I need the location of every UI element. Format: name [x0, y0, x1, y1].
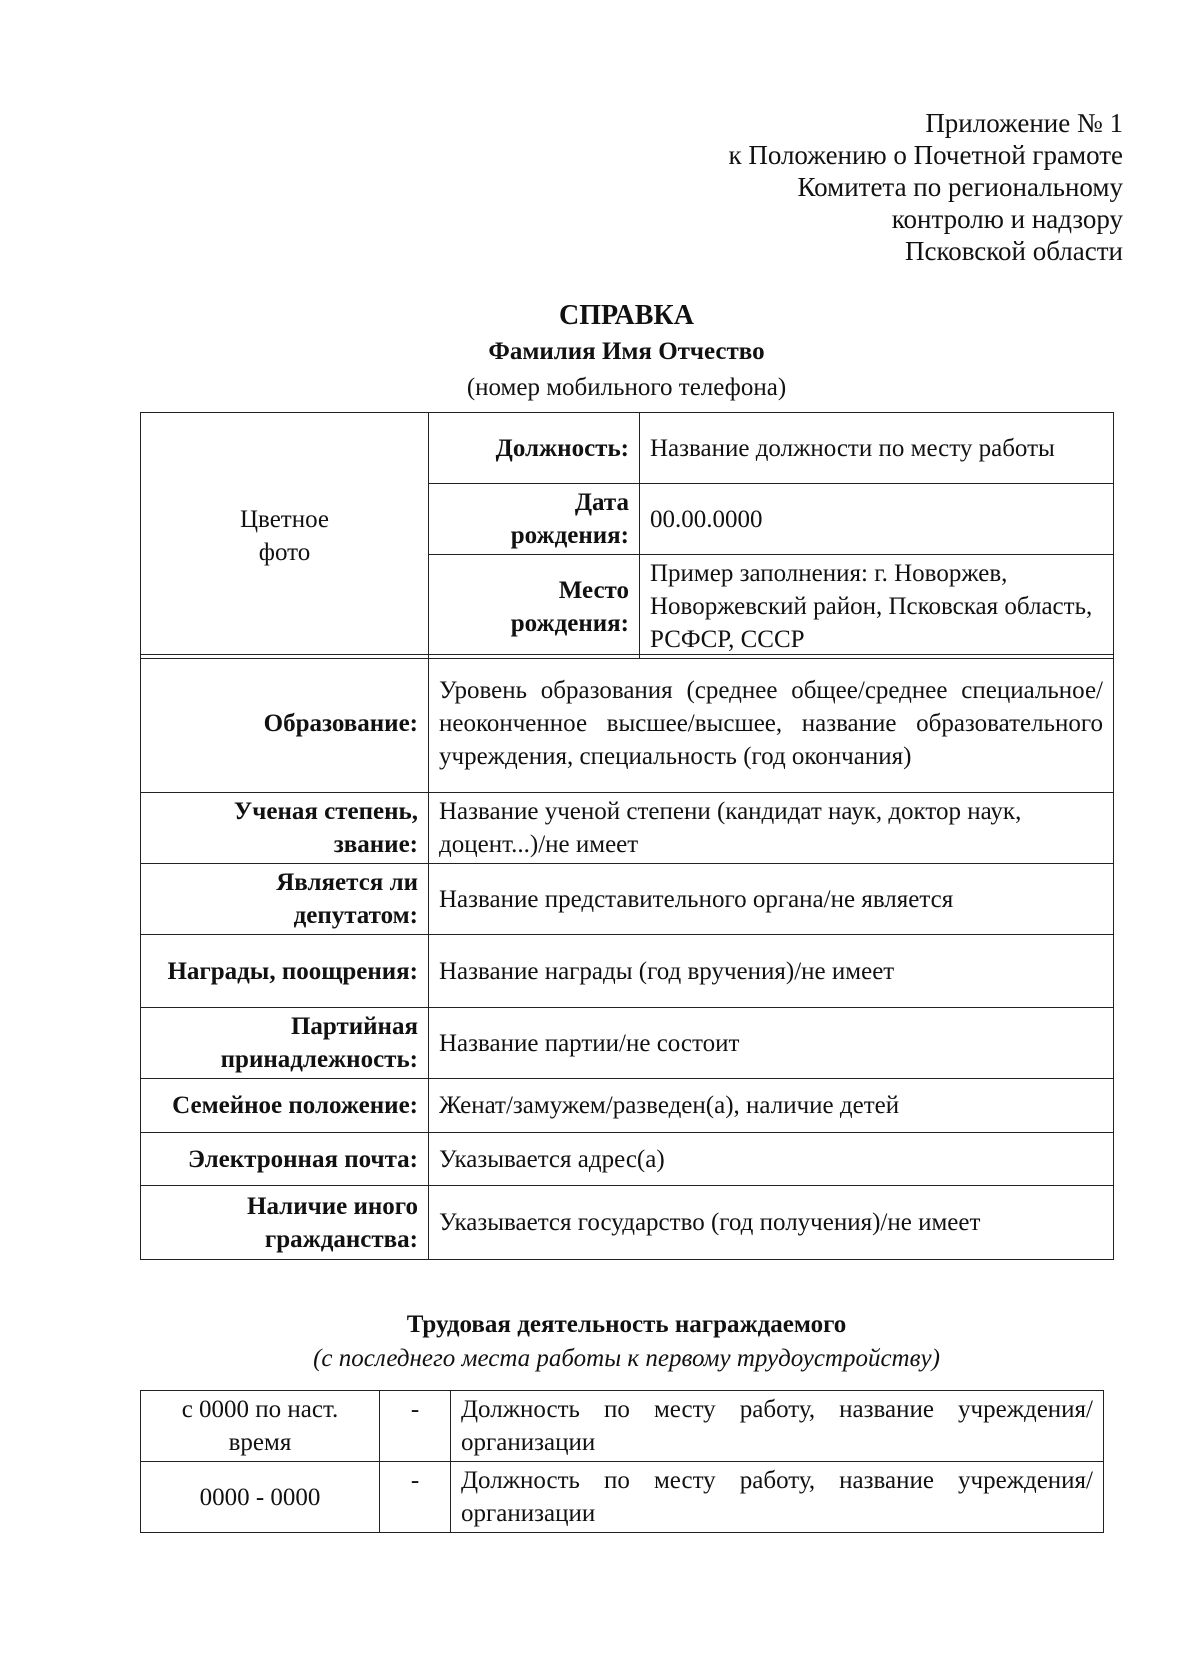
awards-value: Название награды (год вручения)/не имеет [429, 935, 1114, 1008]
work-dash: - [380, 1462, 451, 1533]
phone-placeholder: (номер мобильного телефона) [466, 374, 787, 401]
degree-label: Ученая степень, звание: [141, 793, 429, 864]
table-row [141, 793, 1114, 864]
appendix-line: Комитета по региональному [797, 172, 1123, 202]
document-header [140, 298, 1113, 406]
position-value: Название должности по месту работы [640, 413, 1114, 484]
education-label: Образование: [141, 655, 429, 793]
photo-placeholder [141, 413, 429, 659]
work-history-table [140, 1390, 1104, 1533]
person-name-placeholder: Фамилия Имя Отчество [488, 338, 765, 365]
appendix-line: Псковской области [904, 236, 1123, 266]
document-title: СПРАВКА [559, 300, 694, 331]
table-row [141, 1008, 1114, 1079]
citizenship-label: Наличие иного гражданства: [141, 1186, 429, 1260]
birth-date-value: 00.00.0000 [640, 484, 1114, 555]
birth-place-label [429, 555, 640, 659]
table-row [141, 1186, 1114, 1260]
table-row [141, 413, 1114, 484]
table-row [141, 1462, 1104, 1533]
deputy-value: Название представительного органа/не является [429, 864, 1114, 935]
work-description: Должность по месту работу, название учреждения/организации [451, 1391, 1104, 1462]
table-row [141, 1079, 1114, 1133]
table-row [141, 1391, 1104, 1462]
birth-date-label-line: рождения: [510, 522, 629, 549]
personal-info-table-lower [140, 654, 1114, 1260]
degree-value: Название ученой степени (кандидат наук, доктор наук, доцент...)/не имеет [429, 793, 1114, 864]
birth-place-label-line: Место [558, 576, 629, 604]
table-row [141, 935, 1114, 1008]
appendix-line: контролю и надзору [891, 204, 1123, 234]
work-period: с 0000 по наст. время [141, 1391, 380, 1462]
work-history-title: Трудовая деятельность награждаемого [406, 1311, 847, 1338]
work-period: 0000 - 0000 [141, 1462, 380, 1533]
birth-date-label [429, 484, 640, 555]
work-history-header [140, 1308, 1113, 1376]
citizenship-value: Указывается государство (год получения)/не имеет [429, 1186, 1114, 1260]
work-history-subtitle: (с последнего места работы к первому трудоустройству) [313, 1345, 940, 1372]
email-label: Электронная почта: [141, 1133, 429, 1186]
email-value: Указывается адрес(а) [429, 1133, 1114, 1186]
position-label: Должность: [429, 413, 640, 484]
table-row [141, 1133, 1114, 1186]
awards-label: Награды, поощрения: [141, 935, 429, 1008]
work-dash: - [380, 1391, 451, 1462]
personal-info-table [140, 412, 1114, 659]
deputy-label: Является ли депутатом: [141, 864, 429, 935]
marital-status-label: Семейное положение: [141, 1079, 429, 1133]
photo-label: Цветное [239, 505, 329, 533]
party-value: Название партии/не состоит [429, 1008, 1114, 1079]
table-row [141, 864, 1114, 935]
birth-place-label-line: рождения: [510, 609, 629, 637]
marital-status-value: Женат/замужем/разведен(а), наличие детей [429, 1079, 1114, 1133]
birth-date-label-line: Дата [574, 489, 629, 516]
education-value: Уровень образования (среднее общее/среднее специальное/неоконченное высшее/высшее, название образовательного учреждения, специальность (год окончания) [429, 655, 1114, 793]
birth-place-value: Пример заполнения: г. Новоржев, Новоржевский район, Псковская область, РСФСР, СССР [640, 555, 1114, 659]
party-label: Партийная принадлежность: [141, 1008, 429, 1079]
photo-label: фото [258, 538, 311, 566]
work-description: Должность по месту работу, название учреждения/организации [451, 1462, 1104, 1533]
appendix-line: к Положению о Почетной грамоте [728, 140, 1123, 170]
appendix-note [728, 107, 1123, 267]
table-row [141, 655, 1114, 793]
appendix-line: Приложение № 1 [925, 108, 1123, 138]
